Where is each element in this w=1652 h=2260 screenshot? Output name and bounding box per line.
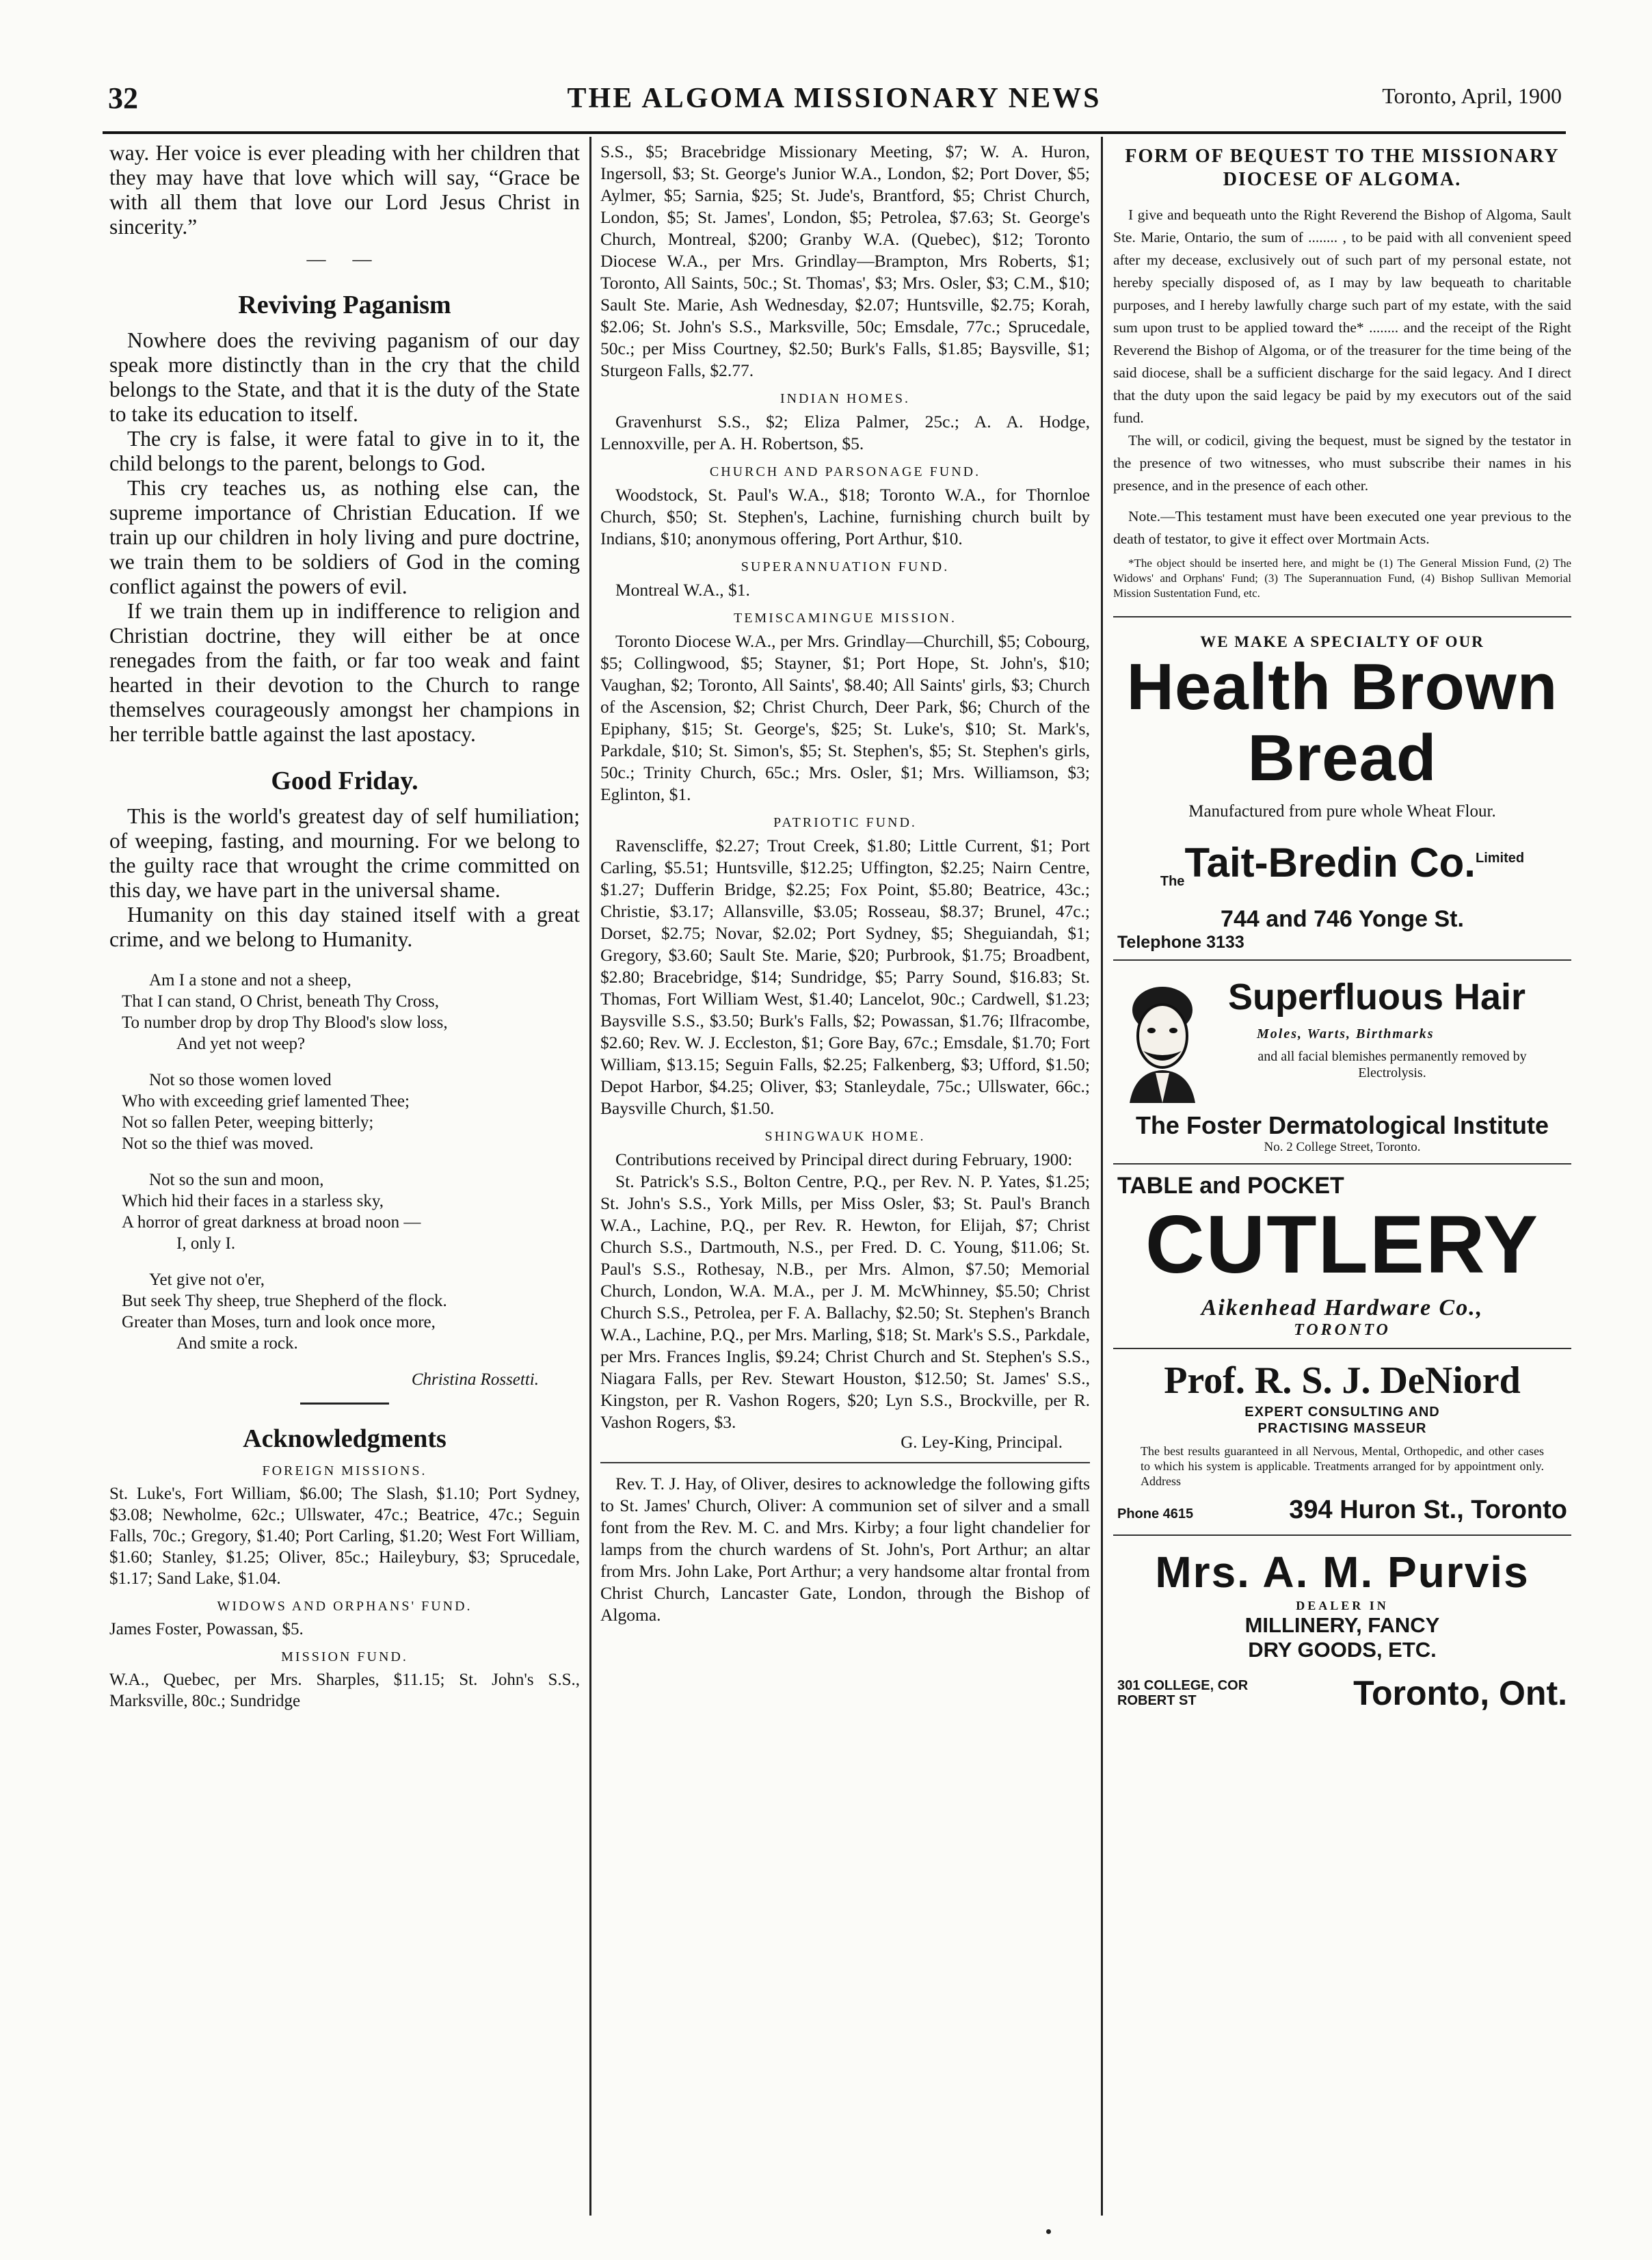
- fund-list: Montreal W.A., $1.: [615, 580, 750, 600]
- fund-list: W.A., Quebec, per Mrs. Sharples, $11.15; St. John's S.S., Marksville, 80c.; Sundridge: [109, 1671, 580, 1710]
- ad-address-line: ROBERT ST: [1117, 1693, 1197, 1708]
- article-paragraph: This is the world's greatest day of self humiliation; of weeping, fasting, and mourning. For we belong to the guilty race that wrought the crime committed on this day, we have part in the universal shame.: [109, 804, 580, 902]
- ad-company-name: Tait-Bredin Co.: [1184, 840, 1476, 886]
- fund-list: S.S., $5; Bracebridge Missionary Meeting, $7; W. A. Huron, Ingersoll, $3; St. George's Junior W.A., London, $2; Port Dover, $5; Aylmer, $5; Sarnia, $25; St. Jude's, Brantford, $5; Christ Church, London, $5; St. James', London, $5; Petrolea, $7.63; St. George's Church, Montreal, $200; Granby W.A. (Quebec), $12; Toronto Diocese W.A., per Mrs. Grindlay—Brampton, Mrs Roberts, $1; Toronto, All Saints, 50c.; St. Thomas', $3; Mrs. Osler, $3; C.M., $10; Sault Ste. Marie, Ash Wednesday, $2.07; Huntsville, $2.75; Korah, $2.06; St. John's S.S., Marksville, 50c; Emsdale, 77c.; Sprucedale, 50c.; per Miss Courtney, $2.50; Burk's Falls, $1.85; Baysville, $1; Sturgeon Falls, $2.77.: [600, 142, 1090, 380]
- column-rule: [1101, 137, 1103, 2216]
- poem-line: And yet not weep?: [176, 1035, 306, 1053]
- fund-list: Gravenhurst S.S., $2; Eliza Palmer, 25c.; A. A. Hodge, Lennoxville, per A. H. Robertson, $5.: [600, 412, 1090, 453]
- ad-company: [1113, 834, 1571, 906]
- ad-description: and all facial blemishes permanently removed by Electrolysis.: [1257, 1049, 1527, 1080]
- ad-subheadline: EXPERT CONSULTING AND: [1244, 1405, 1440, 1420]
- ad-address: 744 and 746 Yonge St.: [1221, 906, 1464, 932]
- poem-stanza: [122, 1269, 580, 1354]
- bequest-note: Note.—This testament must have been executed one year previous to the death of testator, to give it effect over Mortmain Acts.: [1113, 508, 1571, 547]
- ad-contact-row: [1113, 1662, 1571, 1713]
- fund-heading: MISSION FUND.: [281, 1649, 408, 1664]
- ad-headline: Health Brown: [1126, 650, 1558, 723]
- ad-tagline: WE MAKE A SPECIALTY OF OUR: [1200, 633, 1484, 650]
- page-mark: [1046, 2229, 1051, 2234]
- divider: [1113, 1534, 1571, 1536]
- column-2: [600, 141, 1090, 2206]
- ad-city: Toronto, Ont.: [1353, 1674, 1567, 1712]
- ad-company: The Foster Dermatological Institute: [1135, 1111, 1549, 1139]
- divider: [600, 1462, 1090, 1463]
- poem-line: To number drop by drop Thy Blood's slow loss,: [122, 1013, 448, 1032]
- ad-city: TORONTO: [1294, 1321, 1391, 1339]
- page-header: [103, 81, 1566, 122]
- bequest-footnote: *The object should be inserted here, and might be (1) The General Mission Fund, (2) The Widows' and Orphans' Fund; (3) The Superannuation Fund, (4) Bishop Sullivan Memorial Mission Sustentation Fund, etc.: [1113, 557, 1571, 600]
- ad-telephone: Phone 4615: [1117, 1506, 1194, 1521]
- column-rule: [589, 137, 591, 2216]
- article-paragraph: Humanity on this day stained itself with a great crime, and we belong to Humanity.: [109, 903, 580, 951]
- article-title-good-friday: Good Friday.: [271, 767, 418, 795]
- fund-intro: Contributions received by Principal direct during February, 1900:: [615, 1149, 1073, 1169]
- poem-line: Not so fallen Peter, weeping bitterly;: [122, 1113, 374, 1132]
- ad-description: DRY GOODS, ETC.: [1248, 1638, 1437, 1662]
- poem-line: Yet give not o'er,: [149, 1271, 265, 1289]
- ad-description: The best results guaranteed in all Nervous, Mental, Orthopedic, and other cases to which his system is applicable. Treatments arranged for by appointment only. Address: [1141, 1444, 1544, 1488]
- fund-list: St. Patrick's S.S., Bolton Centre, P.Q., per Rev. N. P. Yates, $1.25; St. John's S.S., York Mills, per Miss Osler, $3; St. Paul's Branch W.A., Lachine, P.Q., per Rev. R. Hewton, for Elijah, $7; Christ Church S.S., Dartmouth, N.S., per Fred. D. C. Young, $11.06; St. Paul's S.S., Rothesay, N.B., per Mrs. Almon, $7.50; Memorial Church, London, W.A. M.A., per J. M. McWhinney, $5.50; Christ Church S.S., Petrolea, per F. A. Ballachy, $2.50; St. Stephen's Branch W.A., Lachine, P.Q., per Mrs. Marling, $18; St. Mark's S.S., Parkdale, per Mrs. Frances Inglis, $9.24; Christ Church and St. Stephen's S.S., Niagara Falls, per Rev. Stewart Houston, $12.50; St. James' S.S., Kingston, per R. Vashon Rogers, $20; Lyn S.S., Brockville, per R. Vashon Rogers, $3.: [600, 1171, 1090, 1432]
- column-3: [1113, 141, 1571, 2206]
- poem-line: Not so the thief was moved.: [122, 1134, 314, 1153]
- ad-address: [1117, 1678, 1248, 1708]
- header-rule: [103, 131, 1566, 134]
- divider: [1113, 1163, 1571, 1165]
- ad-address: 394 Huron St., Toronto: [1289, 1495, 1567, 1524]
- fund-list: Toronto Diocese W.A., per Mrs. Grindlay—Churchill, $5; Cobourg, $5; Collingwood, $5; Stayner, $1; Port Hope, St. John's, $10; Vaughan, $2; Toronto, All Saints', $8.40; All Saints' girls, $3; Church of the Ascension, $2; Christ Church, Deer Park, $6; Church of the Epiphany, $15; St. George's, $25; St. Luke's, $10; St. Mark's, Parkdale, $10; St. Simon's, $5; St. Stephen's, $5; St. Stephen's girls, 50c.; Trinity Church, 65c.; Mrs. Osler, $1; Mrs. Williamson, $3; Eglinton, $1.: [600, 631, 1090, 804]
- poem-line: But seek Thy sheep, true Shepherd of the flock.: [122, 1292, 447, 1310]
- divider: [1113, 616, 1571, 617]
- ad-headline: Superfluous Hair: [1228, 976, 1526, 1018]
- signature: G. Ley-King, Principal.: [901, 1433, 1063, 1452]
- poem-line: Not so those women loved: [149, 1071, 332, 1089]
- ad-telephone: Telephone 3133: [1117, 933, 1244, 952]
- poem: [122, 970, 580, 1390]
- article-paragraph: The cry is false, it were fatal to give in to it, the child belongs to the parent, belongs to God.: [109, 427, 580, 475]
- fund-list: St. Luke's, Fort William, $6.00; The Slash, $1.10; Port Sydney, $3.08; Newholme, 62c.; Ullswater, 47c.; Beatrice, 47c.; Seguin Falls, 70c.; Gregory, $1.40; Port Carling, $1.20; West Fort William, $1.60; Stanley, $1.25; Oliver, 85c.; Haileybury, $3; Sprucedale, $1.17; Sand Lake, $1.04.: [109, 1485, 580, 1588]
- ad-subheadline: Moles, Warts, Birthmarks: [1257, 1026, 1435, 1041]
- ad-headline: Mrs. A. M. Purvis: [1155, 1547, 1530, 1597]
- ad-tagline: DEALER IN: [1296, 1599, 1389, 1612]
- article-title-acknowledgments: Acknowledgments: [243, 1424, 447, 1453]
- fund-heading: SUPERANNUATION FUND.: [741, 559, 950, 574]
- ad-hair-block: [1113, 972, 1571, 1108]
- fund-heading: CHURCH AND PARSONAGE FUND.: [709, 464, 981, 479]
- ad-superfluous-hair: [1113, 972, 1571, 1155]
- poem-line: Greater than Moses, turn and look once more,: [122, 1313, 436, 1331]
- poem-stanza: [122, 1169, 580, 1254]
- fund-heading: WIDOWS AND ORPHANS' FUND.: [217, 1599, 472, 1614]
- poem-line: I, only I.: [176, 1234, 236, 1253]
- poem-line: That I can stand, O Christ, beneath Thy Cross,: [122, 992, 440, 1011]
- poem-author: Christina Rossetti.: [411, 1370, 539, 1389]
- bequest-title: FORM OF BEQUEST TO THE MISSIONARY DIOCESE OF ALGOMA.: [1125, 146, 1560, 190]
- ad-description: MILLINERY, FANCY: [1244, 1613, 1440, 1637]
- poem-line: Not so the sun and moon,: [149, 1171, 324, 1189]
- ad-health-brown-bread: [1113, 633, 1571, 953]
- ad-company-prefix: The: [1160, 874, 1185, 889]
- ad-description: Manufactured from pure whole Wheat Flour.: [1188, 802, 1496, 821]
- article-paragraph: If we train them up in indifference to religion and Christian doctrine, they will either be at once renegades from the faith, or far too weak and faint hearted in their devotion to the Church to range themselves courageously amongst her champions in her terrible battle against the last apostacy.: [109, 599, 580, 746]
- page-number: 32: [108, 81, 138, 115]
- ad-contact-row: [1113, 1489, 1571, 1525]
- fund-list: Woodstock, St. Paul's W.A., $18; Toronto W.A., for Thornloe Church, $50; St. Stephen's, Lachine, furnishing church built by Indians, $10; anonymous offering, Port Arthur, $10.: [600, 485, 1090, 548]
- article-paragraph: This cry teaches us, as nothing else can, the supreme importance of Christian Education. If we train up our children in holy living and pure doctrine, we train them to be soldiers of God in the coming conflict against the powers of evil.: [109, 476, 580, 598]
- poem-line: Which hid their faces in a starless sky,: [122, 1192, 384, 1210]
- poem-stanza: [122, 970, 580, 1054]
- divider: [1113, 959, 1571, 961]
- ad-company-suffix: Limited: [1475, 851, 1525, 866]
- bequest-text: The will, or codicil, giving the bequest, must be signed by the testator in the presence of two witnesses, who must subscribe their names in his presence, and in the presence of each other.: [1113, 432, 1571, 494]
- issue-date: Toronto, April, 1900: [1382, 83, 1562, 108]
- bequest-text: I give and bequeath unto the Right Reverend the Bishop of Algoma, Sault Ste. Marie, Ontario, the sum of ........ , to be paid with all convenient speed after my decease, exclusively out of such part of my personal estate, not hereby specially disposed of, as I may by law bequeath to charitable purposes, and I hereby lawfully charge such part of my estate, with the said sum upon trust to be applied toward the* ........ and the receipt of the Right Reverend the Bishop of Algoma, or of the treasurer for the time being of the said diocese, shall be a sufficient discharge for the said legacy. And I direct that the duty upon the said legacy be paid by my executors out of the said fund.: [1113, 207, 1571, 426]
- ad-headline: Prof. R. S. J. DeNiord: [1164, 1359, 1521, 1402]
- section-divider: — —: [306, 249, 383, 270]
- fund-heading: FOREIGN MISSIONS.: [262, 1463, 427, 1478]
- poem-line: Who with exceeding grief lamented Thee;: [122, 1092, 410, 1111]
- fund-heading: PATRIOTIC FUND.: [773, 815, 917, 830]
- masthead-title: THE ALGOMA MISSIONARY NEWS: [567, 83, 1102, 114]
- ad-headline: Bread: [1247, 721, 1437, 795]
- ad-tagline: TABLE and POCKET: [1117, 1173, 1344, 1199]
- fund-heading: SHINGWAUK HOME.: [764, 1129, 926, 1144]
- article-title-reviving-paganism: Reviving Paganism: [238, 291, 451, 319]
- article-paragraph: Nowhere does the reviving paganism of our day speak more distinctly than in the cry that the child belongs to the State, and that it is the duty of the State to take its education to itself.: [109, 328, 580, 426]
- ad-cutlery: [1113, 1173, 1571, 1340]
- poem-line: A horror of great darkness at broad noon —: [122, 1213, 421, 1232]
- intro-paragraph: way. Her voice is ever pleading with her children that they may have that love which will say, “Grace be with all them that love our Lord Jesus Christ in sincerity.”: [109, 141, 580, 239]
- fund-heading: TEMISCAMINGUE MISSION.: [733, 611, 957, 626]
- fund-list: James Foster, Powassan, $5.: [109, 1620, 304, 1638]
- column-1: [109, 141, 580, 2206]
- ad-purvis-millinery: [1113, 1545, 1571, 1713]
- divider: [300, 1402, 389, 1405]
- fund-heading: INDIAN HOMES.: [780, 391, 911, 406]
- ad-company: Aikenhead Hardware Co.,: [1201, 1295, 1484, 1320]
- ad-address-line: 301 COLLEGE, COR: [1117, 1678, 1249, 1693]
- gift-notice: Rev. T. J. Hay, of Oliver, desires to acknowledge the following gifts to St. James' Church, Oliver: A communion set of silver and a small font from the Rev. M. C. and Mrs. Kirby; a four light chandelier for lamps from the church wardens of St. John's, Port Arthur; an altar from Mrs. John Lake, Port Arthur; a very handsome altar frontal from Christ Church, Lancaster Gate, London, through the Bishop of Algoma.: [600, 1474, 1090, 1625]
- poem-stanza: [122, 1069, 580, 1154]
- ad-headline: CUTLERY: [1145, 1199, 1540, 1290]
- portrait-icon: [1120, 983, 1205, 1103]
- divider: [1113, 1348, 1571, 1349]
- poem-line: Am I a stone and not a sheep,: [149, 971, 351, 989]
- ad-masseur: [1113, 1357, 1571, 1525]
- ad-address: No. 2 College Street, Toronto.: [1264, 1140, 1421, 1154]
- ad-subheadline: PRACTISING MASSEUR: [1257, 1421, 1427, 1436]
- poem-line: And smite a rock.: [176, 1334, 298, 1353]
- fund-list: Ravenscliffe, $2.27; Trout Creek, $1.80; Little Current, $1; Port Carling, $5.51; Huntsville, $12.25; Uffington, $2.25; Nairn Centre, $1.27; Dufferin Bridge, $2.25; Fox Point, $5.80; Beatrice, 43c.; Christie, $3.17; Allansville, $3.05; Rosseau, $8.37; Brunel, 47c.; Dorset, $2.75; Novar, $2.02; Port Sydney, $5; Sheguiandah, $1; Gregory, $3.60; Sault Ste. Marie, $20; Purbrook, $1.75; Broadbent, $2.80; Bracebridge, $14; Sundridge, $5; Parry Sound, $16.83; St. Thomas, Fort William West, $1.40; Lancelot, 90c.; Cardwell, $1.23; Baysville S.S., $3.50; Burk's Falls, $2; Powassan, $1.76; Ilfracombe, $2.60; Rev. W. J. Eccleston, $1; Gore Bay, 67c.; Emsdale, $1.70; Fort William, $13.15; Seguin Falls, $2.25; Falkenberg, $3; Ufford, $1.50; Depot Harbor, $4.25; Oliver, $3; Stanleydale, 75c.; Ullswater, 66c.; Baysville Church, $1.50.: [600, 836, 1090, 1118]
